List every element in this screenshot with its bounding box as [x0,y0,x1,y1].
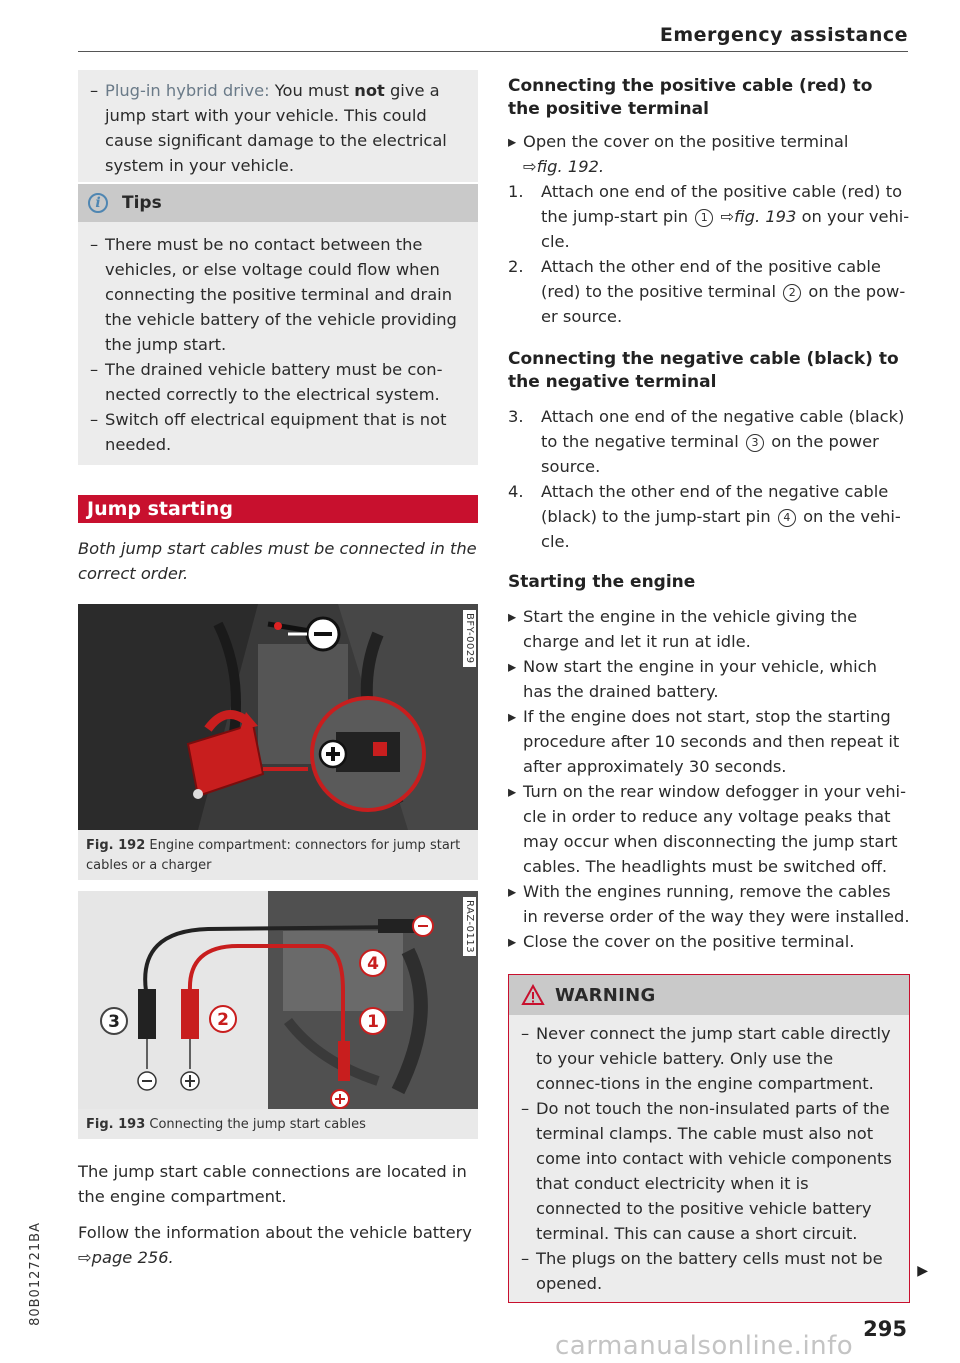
start-step [508,879,910,929]
start-step-text: Turn on the rear window defogger in your vehi-cle in order to reduce any voltage peaks that may occur when disconnecting the jump start cables. The headlights must be switched off. [523,782,906,876]
warning-item: – Do not touch the non-insulated parts of the terminal clamps. The cable must also not come into contact with vehicle components that conduct electricity when it is connected to the positive vehicle battery terminal. This can cause a short circuit. [509,1096,899,1246]
step-3-number: 3. [508,407,524,426]
step-4-text: Attach the other end of the negative cable (black) to the jump-start pin [541,482,889,526]
page-256-link[interactable]: ⇨page 256. [78,1248,174,1267]
start-step-text: Now start the engine in your vehicle, which has the drained battery. [523,657,877,701]
step-2-text: Attach the other end of the positive cable (red) to the positive terminal [541,257,881,301]
triangle-bullet-icon: ▸ [508,707,517,726]
triangle-bullet-icon: ▸ [508,932,517,951]
right-column [508,75,910,1303]
tips-body [78,222,478,465]
start-step-text: If the engine does not start, stop the starting procedure after 10 seconds and then repeat it after approximately 30 seconds. [523,707,900,776]
start-step [508,929,910,954]
tip-item: – The drained vehicle battery must be con-nected correctly to the electrical system. [78,357,468,407]
circled-3-icon: 3 [746,434,764,452]
warning-triangle-icon [521,984,545,1006]
heading-positive: Connecting the positive cable (red) to the positive terminal [508,76,873,119]
plugin-hybrid-note [78,70,478,182]
start-step [508,604,910,654]
circled-4-icon: 4 [778,509,796,527]
step-3-text-end: on the power source. [541,432,879,476]
start-step [508,654,910,704]
step-3 [508,404,910,479]
circled-1-icon: 1 [695,209,713,227]
step-2-text-end: on the pow-er source. [541,282,906,326]
figure-192 [78,604,478,880]
fig-192-link[interactable]: ⇨fig. 192. [523,157,605,176]
step-2 [508,254,910,329]
body-text-battery-main: Follow the information about the vehicle battery [78,1223,472,1242]
triangle-bullet-icon: ▸ [508,132,517,151]
step-4-number: 4. [508,482,524,501]
left-column [78,70,478,1270]
warning-item: – The plugs on the battery cells must not be opened. [509,1246,899,1296]
tips-title: Tips [122,193,162,213]
section-title: Jump starting [78,495,478,523]
callout-4: 4 [367,954,379,974]
step-3-text: Attach one end of the negative cable (black) to the negative terminal [541,407,905,451]
warning-body [509,1015,909,1302]
positive-step-cover [508,129,910,179]
engine-compartment-illustration [78,604,478,830]
step-4 [508,479,910,554]
warning-box [508,974,910,1303]
start-step-text: With the engines running, remove the cables in reverse order of the way they were installed. [523,882,910,926]
start-step-text: Close the cover on the positive terminal. [523,932,855,951]
document-code: 80B012721BA [28,1222,43,1326]
figure-192-number: Fig. 192 [86,838,146,853]
jump-cables-illustration [78,891,478,1109]
figure-193 [78,891,478,1139]
tip-item: – Switch off electrical equipment that is not needed. [78,407,468,457]
info-icon: i [88,193,108,213]
triangle-bullet-icon: ▸ [508,782,517,801]
figure-193-caption [78,1109,478,1139]
figure-193-image [78,891,478,1109]
positive-step-cover-text: Open the cover on the positive terminal [523,132,849,151]
step-2-number: 2. [508,257,524,276]
tips-header [78,184,478,222]
body-text-battery [78,1220,478,1270]
page-number: 295 [863,1317,907,1341]
triangle-bullet-icon: ▸ [508,657,517,676]
callout-2: 2 [217,1010,229,1030]
start-step [508,779,910,879]
plugin-text-rest: give a jump start with your vehicle. This could cause significant damage to the electrical system in your vehicle. [105,81,447,175]
fig-193-link[interactable]: ⇨fig. 193 [720,207,797,226]
figure-192-caption-text: Engine compartment: connectors for jump start cables or a charger [86,838,461,873]
step-1-number: 1. [508,182,524,201]
step-1 [508,179,910,254]
figure-193-caption-text: Connecting the jump start cables [149,1117,366,1132]
plugin-hybrid-label: Plug-in hybrid drive: [105,81,270,100]
figure-192-caption [78,830,478,880]
step-1-text: Attach one end of the positive cable (red) to the jump-start pin [541,182,903,226]
header-title: Emergency assistance [659,24,908,46]
triangle-bullet-icon: ▸ [508,882,517,901]
header-rule [78,51,908,52]
start-step [508,704,910,779]
body-text-location: The jump start cable connections are located in the engine compartment. [78,1162,467,1206]
plugin-text-pre: You must [269,81,355,100]
heading-negative: Connecting the negative cable (black) to the negative terminal [508,349,899,392]
tip-item: – There must be no contact between the vehicles, or else voltage could flow when connecting the positive terminal and drain the vehicle battery of the vehicle providing the jump start. [78,232,468,357]
heading-starting-engine: Starting the engine [508,572,696,592]
watermark: carmanualsonline.info [555,1331,854,1361]
warning-item: – Never connect the jump start cable directly to your vehicle battery. Only use the connec-tions in the engine compartment. [509,1021,899,1096]
callout-3: 3 [108,1012,120,1032]
step-4-text-end: on the vehi-cle. [541,507,901,551]
warning-header [509,975,909,1015]
step-1-text-end: on your vehi-cle. [541,207,910,251]
figure-193-number: Fig. 193 [86,1117,146,1132]
continue-arrow-icon: ▶ [917,1263,928,1279]
triangle-bullet-icon: ▸ [508,607,517,626]
warning-title: WARNING [555,984,656,1006]
callout-1: 1 [367,1012,379,1032]
plugin-hybrid-item [78,78,468,178]
figure-192-image [78,604,478,830]
circled-2-icon: 2 [783,284,801,302]
figure-192-code: BFY-0029 [463,610,476,667]
section-intro: Both jump start cables must be connected in the correct order. [78,539,477,583]
plugin-text-bold: not [354,81,385,100]
start-step-text: Start the engine in the vehicle giving the charge and let it run at idle. [523,607,858,651]
figure-193-code: RAZ-0113 [463,897,476,956]
